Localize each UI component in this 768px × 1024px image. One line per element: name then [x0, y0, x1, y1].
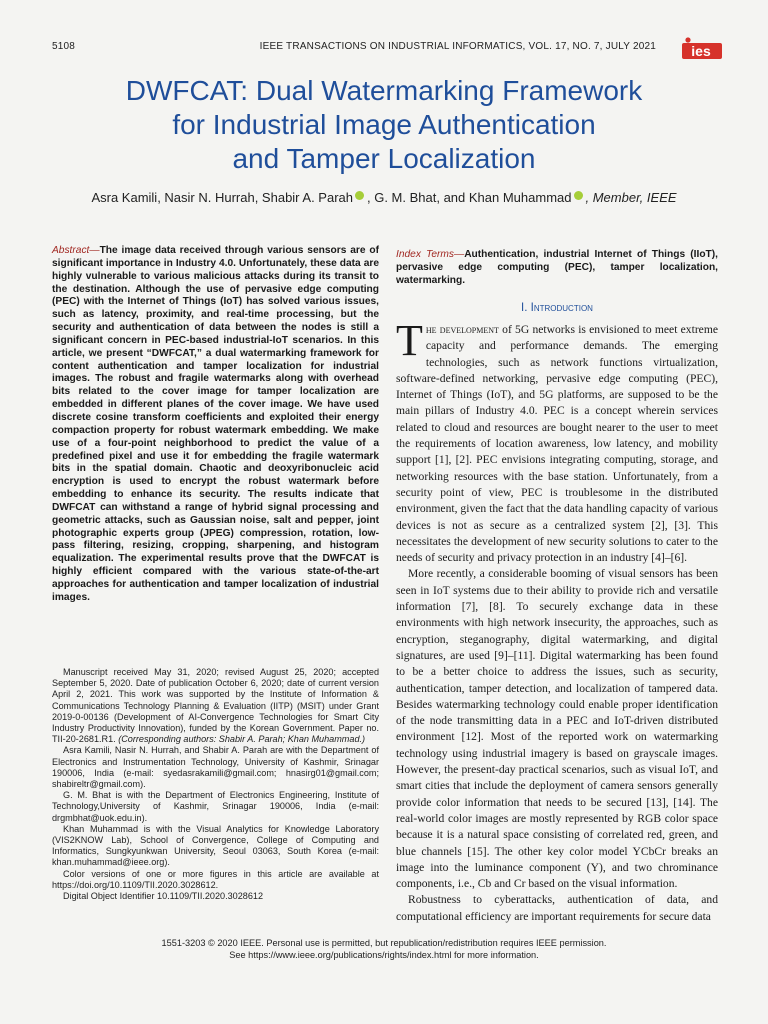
footnote-doi: Digital Object Identifier 10.1109/TII.2020.3028612	[63, 891, 264, 902]
footnote-affiliation-3: Khan Muhammad is with the Visual Analytics for Knowledge Laboratory (VIS2KNOW Lab), School of Convergence, College of Computing and Informatics, Sungkyunkwan University, Seoul 03063, South Korea (e-mail: khan.muhammad@ieee.org).	[52, 823, 379, 868]
copyright-line-2: See https://www.ieee.org/publications/rights/index.html for more information.	[229, 949, 539, 960]
title-line-1: DWFCAT: Dual Watermarking Framework	[125, 75, 643, 106]
paper-title	[0, 74, 768, 176]
index-terms-text: Authentication, industrial Internet of Things (IIoT), pervasive edge computing (PEC), tamper localization, watermarking.	[396, 249, 718, 286]
ies-logo-text: ies	[691, 43, 711, 59]
footnote-received-text: Manuscript received May 31, 2020; revised August 25, 2020; accepted September 5, 2020. Date of publication October 6, 2020; date of current version April 2, 2021. This work was supported by the Institute of Information & Communications Technology Planning & Evaluation (IITP) (MSIT) under Grant 2019-0-00136 (Development of AI-Convergence Technologies for Smart City Industry Productivity Innovation), funded by the Korean Government. Paper no. TII-20-2681.R1.	[52, 667, 379, 745]
drop-cap: T	[396, 316, 423, 365]
section-title: Introduction	[530, 302, 593, 314]
footnote-affiliation-2: G. M. Bhat is with the Department of Electronics Engineering, Institute of Technology,University of Kashmir, Srinagar 190006, India (e-mail: drgmbhat@uok.edu.in).	[52, 790, 379, 823]
footnote-received	[52, 667, 379, 745]
intro-paragraph-2: More recently, a considerable booming of visual sensors has been seen in IoT systems due to their ability to provide rich and versatile information [7], [8]. To securely exchange data in these environments with high network insecurity, the approaches, such as encryption, steganography, digital watermarking, and digital signatures, are used [9]–[11]. Digital watermarking has been found to be a better choice to address the issues, such as security, authentication, tamper detection, and localization of tampered data. Besides watermarking technology could enable proper identification of the node transmitting data in a PEC and IoT-driven distributed environment [12]. Most of the reported work on watermarking technology using industrial imagery is based on grayscale images. However, the present-day practical scenarios, such as visual IoT, and smart cities that include the deployment of camera sensors generally provide color information that needs to be secured [13], [14]. The real-world color images are mostly represented by RGB color space because it is a natural space consisting of correlated red, green, and blue channels [15]. The other key color model YCbCr breaks an image into the luminance component (Y), and two chrominance components, i.e., Cb and Cr based on the visual information.	[396, 567, 718, 891]
intro-paragraph-1	[396, 316, 718, 566]
ies-logo	[680, 36, 722, 62]
introduction-body	[396, 316, 718, 925]
index-terms-label: Index Terms—	[396, 249, 465, 260]
intro-first-words: he development	[425, 323, 499, 336]
orcid-icon[interactable]	[355, 191, 364, 200]
authors-mid: , G. M. Bhat, and Khan Muhammad	[367, 190, 572, 205]
footnote-affiliation-1: Asra Kamili, Nasir N. Hurrah, and Shabir A. Parah are with the Department of Electronics and Instrumentation Technology, University of Kashmir, Srinagar 190006, India (e-mail: syedasrakamili@gmail.com; hnasirg01@gmail.com; shabireltr@gmail.com).	[52, 745, 379, 790]
footnote-corresponding: (Corresponding authors: Shabir A. Parah; Khan Muhammad.)	[115, 734, 366, 745]
abstract-text: The image data received through various sensors are of significant importance in Industry 4.0. Unfortunately, these data are highly vulnerable to various malicious attacks during its transit to the destination. Although the use of pervasive edge computing (PEC) with the Internet of Things (IoT) has solved various issues, such as latency, proximity, and real-time processing, but the security and authentication of data between the nodes is still a significant concern in PEC-based industrial-IoT scenarios. In this article, we present “DWFCAT,” a dual watermarking framework for content authentication and tamper localization for industrial images. The robust and fragile watermarks along with overhead bits related to the cover image for tamper localization are embedded in different planes of the cover image. We have used discrete cosine transform coefficients and exploited their energy compaction property for robust watermark embedding. We make use of a four-point neighborhood to predict the value of a predefined pixel and use it for embedding the fragile watermark bits in the spatial domain. Chaotic and deoxyribonucleic acid encryption is used to encrypt the robust watermark before embedding to enhance its security. The results indicate that DWFCAT can withstand a range of hybrid signal processing and geometric attacks, such as Gaussian noise, salt and pepper, joint photographic experts group (JPEG) compression, rotation, low-pass filtering, resizing, cropping, sharpening, and histogram equalization. The experimental results prove that the DWFCAT is highly efficient compared with the various state-of-the-art approaches for authentication and tamper localization of industrial images.	[52, 245, 379, 603]
orcid-icon[interactable]	[574, 191, 583, 200]
author-list	[0, 190, 768, 205]
journal-header: IEEE TRANSACTIONS ON INDUSTRIAL INFORMATICS, VOL. 17, NO. 7, JULY 2021	[259, 41, 656, 52]
page-number: 5108	[52, 41, 76, 52]
intro-p1-text: of 5G networks is envisioned to meet extreme capacity and performance demands. The emerging technologies, such as network functions virtualization, software-defined networking, pervasive edge computing (PEC), Internet of Things (IoT), and 5G platforms, are supposed to be the main pillars of Industry 4.0. PEC is a concept wherein services related to cloud and resources are bought nearer to the user to meet the requirements of location awareness, low latency, and mobility support [1], [2]. PEC envisions integrating computing, storage, and networking resources with the base station. Unfortunately, from a security point of view, PEC is troublesome in the distributed environment, given the fact that the data handling capacity of various devices is not as secure as a centralized system [2], [3]. This necessitates the development of new security solutions to cater to the needs of security and privacy protection in an industry [4]–[6].	[396, 323, 718, 565]
index-terms	[396, 249, 718, 288]
authors-member: , Member, IEEE	[585, 190, 677, 205]
copyright-line-1: 1551-3203 © 2020 IEEE. Personal use is permitted, but republication/redistribution requires IEEE permission.	[161, 938, 607, 948]
section-heading-introduction	[396, 302, 718, 314]
abstract	[52, 245, 379, 605]
title-line-3: and Tamper Localization	[232, 143, 536, 174]
section-number: I.	[521, 302, 531, 314]
title-line-2: for Industrial Image Authentication	[172, 109, 596, 140]
footnote-color-versions: Color versions of one or more figures in this article are available at https://doi.org/10.1109/TII.2020.3028612.	[52, 868, 379, 890]
abstract-label: Abstract—	[52, 245, 100, 256]
copyright-notice	[0, 938, 768, 961]
authors-main: Asra Kamili, Nasir N. Hurrah, Shabir A. Parah	[91, 190, 353, 205]
manuscript-footnote	[52, 667, 379, 902]
intro-paragraph-3: Robustness to cyberattacks, authentication of data, and computational efficiency are important requirements for secure data	[396, 893, 718, 923]
